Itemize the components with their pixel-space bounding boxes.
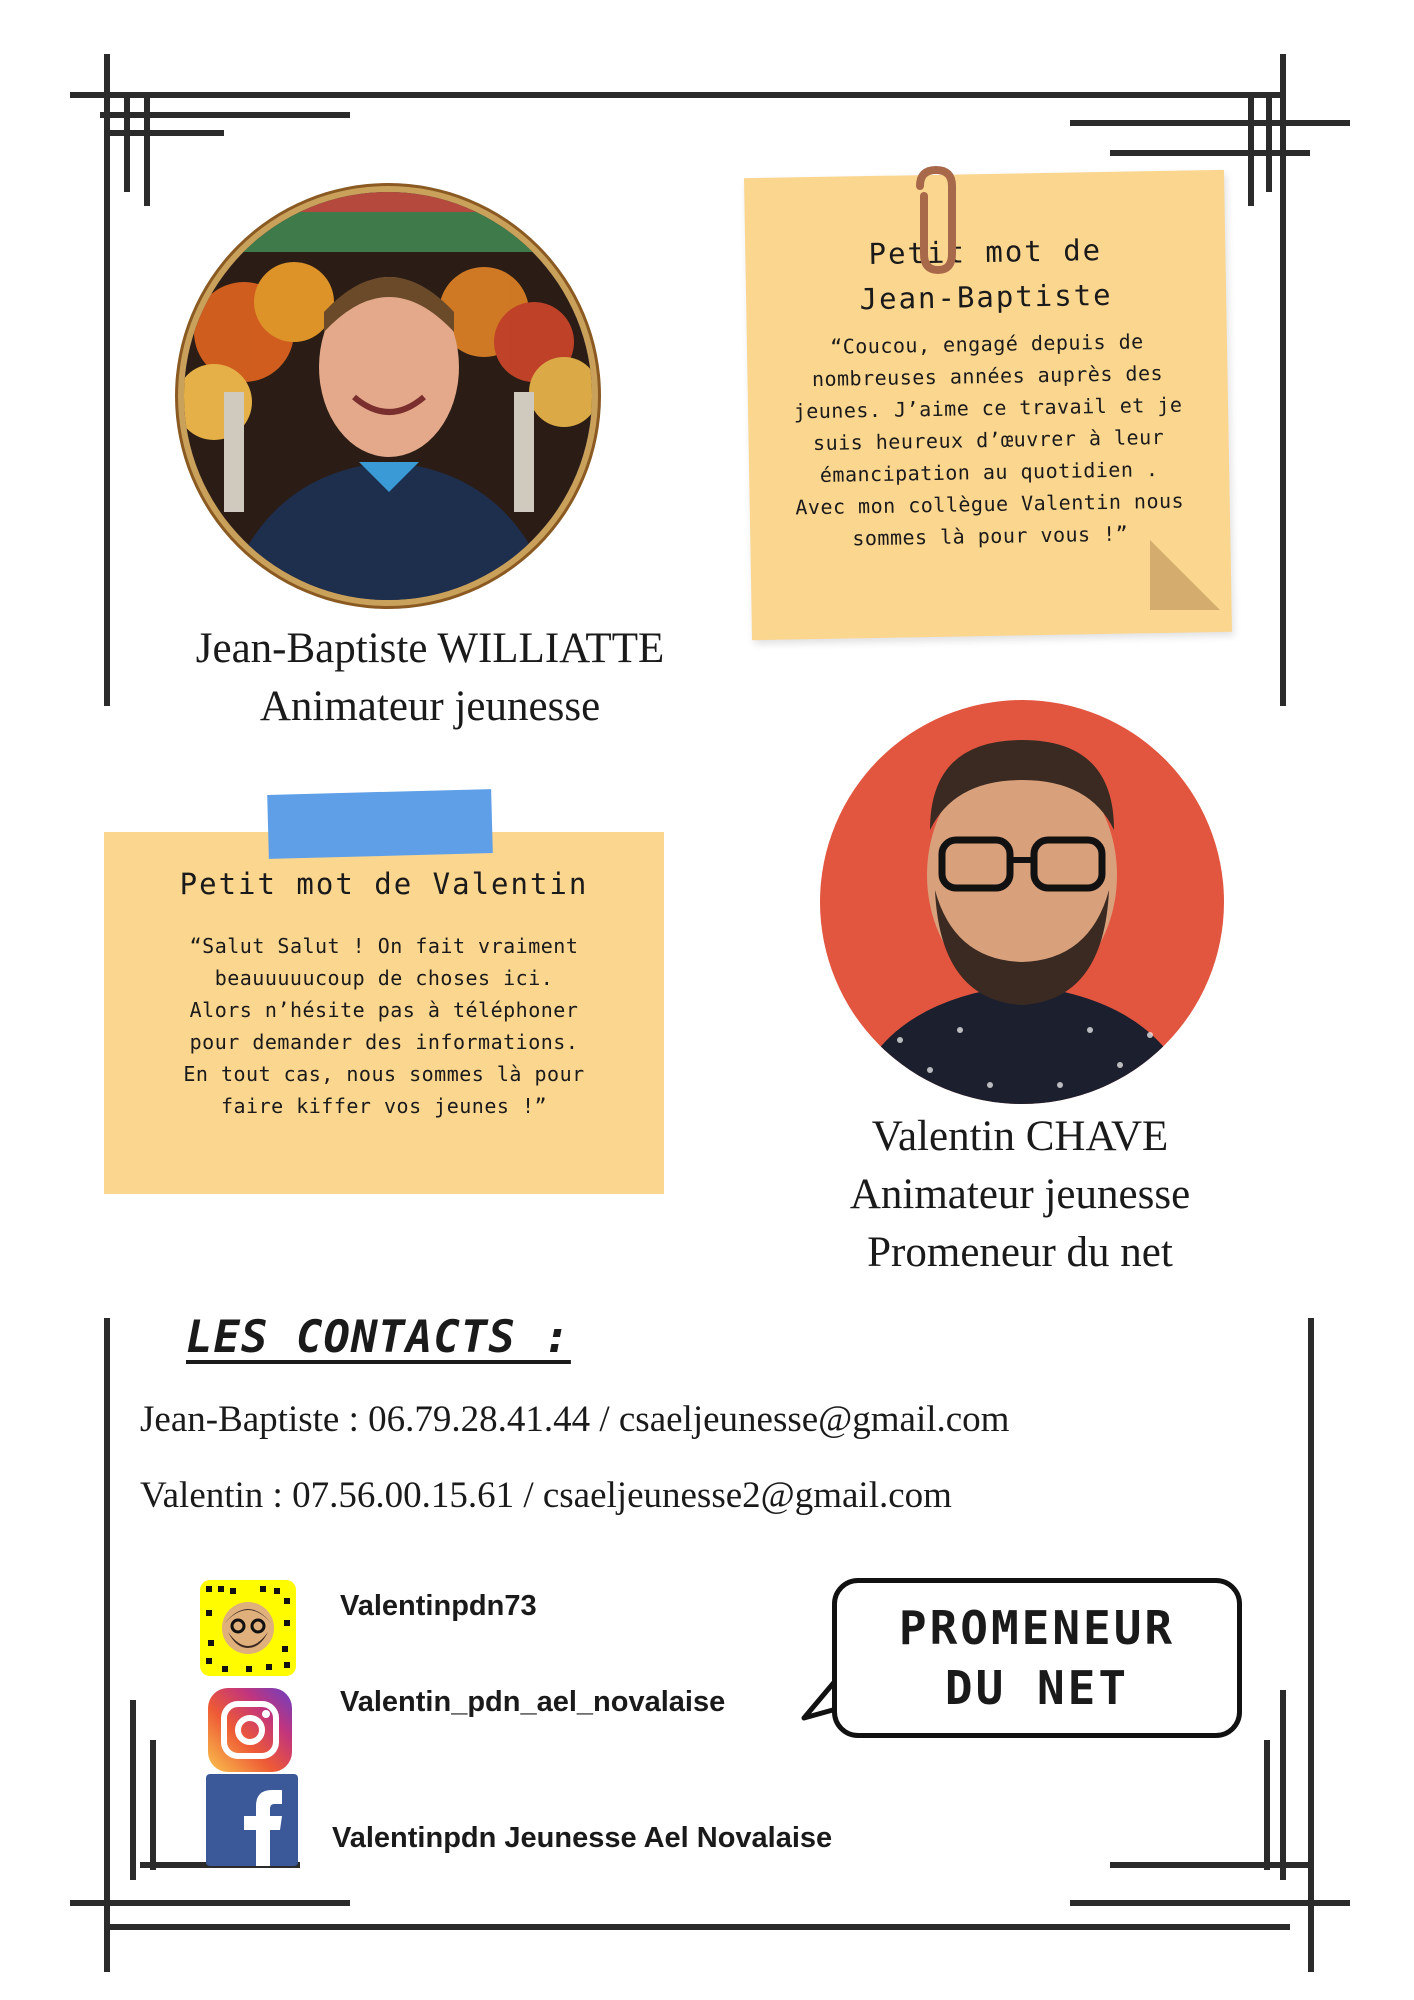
note-jb-line: jeunes. J’aime ce travail et je bbox=[793, 392, 1183, 424]
facebook-handle[interactable]: Valentinpdn Jeunesse Ael Novalaise bbox=[332, 1822, 833, 1854]
note-valentin-line: Alors n’hésite pas à téléphoner bbox=[189, 998, 579, 1022]
jean-baptiste-name: Jean-Baptiste WILLIATTE bbox=[195, 625, 665, 672]
note-valentin-body bbox=[104, 930, 664, 1122]
valentin-name: Valentin CHAVE bbox=[871, 1113, 1169, 1160]
note-valentin-title: Petit mot de Valentin bbox=[179, 867, 589, 901]
note-jb-title bbox=[745, 226, 1226, 324]
note-jb-line: nombreuses années auprès des bbox=[811, 360, 1164, 392]
note-jb-title-line2: Jean-Baptiste bbox=[859, 277, 1113, 317]
note-jb-fold bbox=[1150, 540, 1220, 610]
instagram-handle[interactable]: Valentin_pdn_ael_novalaise bbox=[340, 1686, 726, 1718]
note-valentin-line: “Salut Salut ! On fait vraiment bbox=[189, 934, 579, 958]
note-jb-line: sommes là pour vous !” bbox=[852, 521, 1129, 551]
snapchat-icon bbox=[200, 1580, 296, 1676]
snapchat-handle[interactable]: Valentinpdn73 bbox=[340, 1590, 537, 1622]
note-valentin-line: En tout cas, nous sommes là pour bbox=[183, 1062, 585, 1086]
photo-valentin bbox=[820, 700, 1224, 1104]
note-jb-line: émancipation au quotidien . bbox=[819, 457, 1159, 487]
facebook-icon bbox=[206, 1774, 298, 1866]
note-jb-line: suis heureux d’œuvrer à leur bbox=[812, 424, 1165, 456]
tape-strip bbox=[267, 789, 493, 859]
contacts-title: LES CONTACTS : bbox=[186, 1312, 571, 1363]
note-valentin-line: faire kiffer vos jeunes !” bbox=[220, 1094, 548, 1118]
jean-baptiste-role: Animateur jeunesse bbox=[259, 683, 601, 730]
contact-valentin: Valentin : 07.56.00.15.61 / csaeljeunesse2@gmail.com bbox=[140, 1475, 952, 1516]
note-valentin-line: pour demander des informations. bbox=[189, 1030, 579, 1054]
promeneur-bubble bbox=[832, 1578, 1242, 1738]
note-jb-title-line1: Petit mot de bbox=[868, 232, 1103, 272]
note-valentin-line: beauuuuucoup de choses ici. bbox=[214, 966, 554, 990]
contact-jean-baptiste: Jean-Baptiste : 06.79.28.41.44 / csaeljeunesse@gmail.com bbox=[140, 1399, 1010, 1440]
paperclip-icon bbox=[900, 166, 980, 276]
valentin-name-block bbox=[760, 1108, 1280, 1282]
note-jb-line: “Coucou, engagé depuis de bbox=[829, 329, 1144, 359]
bubble-line-2: DU NET bbox=[944, 1661, 1130, 1715]
bubble-line-1: PROMENEUR bbox=[898, 1601, 1176, 1655]
instagram-icon bbox=[208, 1688, 292, 1772]
valentin-role-1: Animateur jeunesse bbox=[849, 1171, 1191, 1218]
note-jb-body bbox=[747, 324, 1231, 556]
note-jb-line: Avec mon collègue Valentin nous bbox=[795, 488, 1185, 520]
valentin-role-2: Promeneur du net bbox=[867, 1229, 1173, 1276]
jean-baptiste-name-block bbox=[130, 620, 730, 736]
note-valentin bbox=[104, 832, 664, 1194]
photo-jean-baptiste bbox=[184, 192, 592, 600]
